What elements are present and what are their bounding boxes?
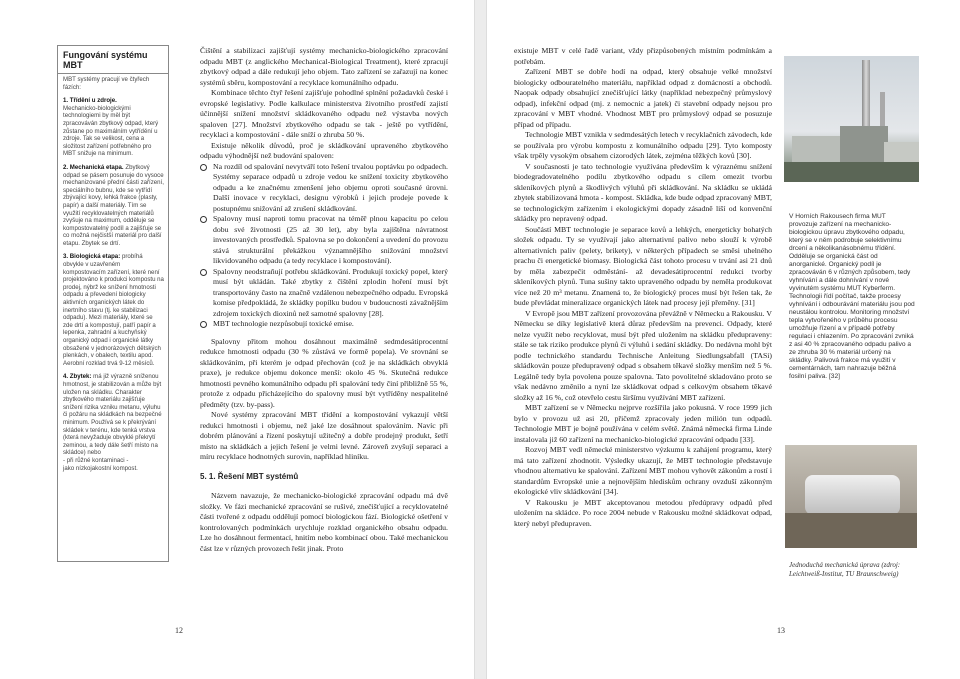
left-main-column bbox=[200, 46, 448, 554]
bullet-circle-icon bbox=[200, 269, 207, 276]
list-item: Spalovny neodstraňují potřebu skládkování. Produkují toxický popel, který musí být ukládán. Také zbytky z čištění zplodin hoření musí být transportovány často na značně vzdálenou nebezpečného odpadu. Evropská komise předpokládá, že skládky popílku budou v budoucnosti závažnějším zdrojem toxických dioxinů než samotné spalovny [28]. bbox=[200, 267, 448, 320]
right-paragraph-8: Rozvoj MBT vedl německé ministerstvo výzkumu k zahájení programu, který má tato zařízení zhodnotit. Výsledky ukazují, že MBT technologie představuje vhodnou alternativu ke spalování. Zařízení MBT mohou vyhovět zákonům a rostí i standardům Evropské unie a nejnovějším hlediskům ochrany ovzduší zákonným ekologické vliv skládkování [34]. bbox=[514, 445, 772, 496]
phase-3-text: probíhá obvykle v uzavřeném kompostovacím zařízení, které není projektováno k produkci kompostu na prodej, nýbrž ke snížení hmotnosti odpadu a převedení biologicky aktivních organických látek do inertního stavu (tj. ke stabilizaci odpadu). Mezi materiály, které se zde drtí a kompostují, patří papír a lepenka, zahradní a kuchyňský organický odpad i organické látky obsažené v jednorázových dětských plenkách, v obalech, textilu apod. Aerobní rozklad trvá 9-12 měsíců. bbox=[63, 253, 164, 367]
photo-caption: Jednoduchá mechanická úprava (zdroj: Leichtweiß-Institut, TU Braunschweig) bbox=[789, 561, 901, 578]
page-gutter bbox=[474, 0, 486, 679]
section-heading: 5. 1. Řešení MBT systémů bbox=[200, 471, 299, 481]
waste-heap-shape bbox=[785, 513, 917, 548]
phase-2-heading: 2. Mechanická etapa. bbox=[63, 163, 124, 171]
sidebar-phase-2 bbox=[63, 164, 164, 248]
building-shape bbox=[840, 126, 888, 164]
building-shape bbox=[884, 142, 919, 164]
phase-1-text: Mechanicko-biologickými technologiemi by měl být zpracováván zbytkový odpad, který zůstane po maximálním vytřídění u zdroje. Tak se velikost, cena a složitost zařízení potřebného pro MBT snižuje na minimum. bbox=[63, 104, 159, 158]
right-paragraph-3: Technologie MBT vznikla v sedmdesátých letech v recyklačních závodech, kde se používala pro výrobu kompostu z komunálního odpadu [29]. Tyto komposty však trpěly vysokým obsahem cizorodých látek, zejména těžkých kovů [30]. bbox=[514, 130, 772, 160]
sidebar-box bbox=[57, 45, 169, 562]
bullet-circle-icon bbox=[200, 216, 207, 223]
right-paragraph-6: V Evropě jsou MBT zařízení provozována převážně v Německu a Rakousku. V Německu se díky legislativě která důraz především na prevenci. Odpady, které nelze využít nebo recyklovat, musí být před uložením na skládku předupraveny: stále se tak riziko produkce plynů či výluhů i sedání skládky. Do nedávna mohl být podle technického standardu Technische Anleitung Siedlungsabfall (TASi) skládkován pouze předupravený odpad s obsahem těkavé složky menším než 5 %. Legálně tedy byla povolena pouze spalovna. Tato povolitelné skladováno proto se však nedávno změnilo a nyní lze skládkovat odpad s celkovým obsahem těkavé složky až 16 %, což otevřelo cestu širšímu využívání MBT zařízení. bbox=[514, 308, 772, 402]
drum-shape bbox=[805, 475, 900, 515]
phase-4-text: má již výrazně sníženou hmotnost, je stabilizován a může být uložen na skládku. Charakter zbytkového materiálu zajišťuje snížení rizika vzniku metanu, výluhu či požáru na skládkách na bezpečné minimum. Používá se k překrývání skládek v terénu, kde tenká vrstva (která nevyžaduje obvyklé překrytí zeminou, a tedy dále šetří místo na skládce) nebo bbox=[63, 373, 162, 457]
left-page bbox=[0, 0, 475, 679]
phase-4-heading: 4. Zbytek: bbox=[63, 373, 92, 381]
left-paragraph-4: Spalovny přitom mohou dosáhnout maximálně sedmdesátiprocentní redukce hmotnosti odpadu (30 % zůstává ve formě popela). Ve srovnání se skládkováním, při kterém je odpad přechován (což je na skládkách obvyklá praxe), je redukce objemu dokonce menší: okolo 45 %. Skutečná redukce hmotnosti pevného komunálního odpadu při spalování tedy činí přibližně 55 %, protože z odpadu přicházejícího do spalovny musí být vytříděny nespalitelné předměty (tzv. by-pass). bbox=[200, 336, 448, 409]
right-paragraph-1: existuje MBT v celé řadě variant, vždy přizpůsobených místním podmínkám a potřebám. bbox=[514, 46, 772, 66]
bullet-circle-icon bbox=[200, 164, 207, 171]
right-main-column bbox=[514, 46, 772, 529]
page-number-right: 13 bbox=[777, 626, 785, 635]
left-paragraph-1: Čištění a stabilizaci zajišťují systémy mechanicko-biologického zpracování odpadu MBT (z anglického Mechanical-Biological Treatment), které zpracují zbytkový odpad a dále redukují jeho objem. Tato zařízení se zařazují na konec systémů sběru, kompostování a recyklace komunálního odpadu. bbox=[200, 46, 448, 87]
left-paragraph-3: Existuje několik důvodů, proč je skládkování upraveného zbytkového odpadu výhodnější než budování spaloven: bbox=[200, 140, 448, 160]
sidebar-phase-1 bbox=[63, 97, 164, 158]
power-plant-photo bbox=[784, 56, 919, 182]
phase-1-heading: 1. Třídění u zdroje. bbox=[63, 97, 117, 105]
list-item: Spalovny musí naproti tomu pracovat na téměř plnou kapacitu po celou dobu své životnosti (25 až 30 let), aby byla zajištěna návratnost investovaných prostředků. Spalovna se po dokončení a uvedení do provozu stává strukturální překážkou významnějšího snižování množství likvidovaného odpadu (a tedy recyklace i kompostování). bbox=[200, 214, 448, 267]
phase-3-heading: 3. Biologická etapa: bbox=[63, 253, 121, 261]
right-paragraph-2: Zařízení MBT se dobře hodí na odpad, který obsahuje velké množství biologicky odbouratelného materiálu, například odpad z domácností a obchodů. Naopak odpady obsahující znečišťující látky (například nebezpečný průmyslový odpad), infekční odpad (mj. z nemocnic a jatek) či stavební odpady nejsou pro zpracování v MBT vhodné. Vhodnost MBT pro průmyslový odpad se posuzuje případ od případu. bbox=[514, 67, 772, 129]
sidebar-body bbox=[58, 74, 168, 472]
bullet-circle-icon bbox=[200, 321, 207, 328]
left-paragraph-2: Kombinace těchto čtyř řešení zajišťuje pohodlné splnění požadavků české i evropské legislativy. Podle kalkulace ministerstva životního prostředí zajistí účinnější snížení množství skládkovaného odpadu než výstavba nových spaloven [27]. Množství zbytkového odpadu se tak - ještě po vytřídění, recyklaci a kompostování - dále sníží o zhruba 50 %. bbox=[200, 88, 448, 139]
phase-4-dash-1: - při růžné kontaminaci - bbox=[63, 456, 129, 464]
ground-shape bbox=[784, 162, 919, 182]
right-paragraph-9: V Rakousku je MBT akceptovanou metodou předúpravy odpadů před uložením na skládce. Po roce 2004 nebude v Rakousku možné skládkovat odpad, který nebyl předupraven. bbox=[514, 497, 772, 528]
sidebar-intro: MBT systémy pracují ve čtyřech fázích: bbox=[63, 76, 150, 91]
right-paragraph-4: V současnosti je tato technologie využívána především k výraznému snížení biodegradovatelného podílu zbytkového odpadu s cílem omezit tvorbu skleníkových plynů a škodlivých výluhů při skládkování. Na skládku se ukládá zbytek stabilizovaná hmota - kompost. Skládka, kde bude odpad zpracovaný MBT, se technologickým zařízením i ekologickými dopady zásadně liší od konvenční skládky pro nepravený odpad. bbox=[514, 161, 772, 223]
sidebar-title: Fungování systému MBT bbox=[58, 46, 168, 74]
sidebar-phase-4 bbox=[63, 373, 164, 472]
advantages-list bbox=[200, 162, 448, 330]
phase-4-dash-2: jako nízkojakostní kompost. bbox=[63, 464, 138, 472]
list-item: MBT technologie nezpůsobují toxické emise. bbox=[200, 319, 448, 330]
side-note: V Horních Rakousech firma MUT provozuje zařízení na mechanicko-biologickou úpravu zbytkového odpadu, který se v něm podrobuje selektivnímu drcení a několikanásobnému třídění. Odděluje se organická část od anorganické. Organický podíl je zpracováván 6 v různých způsobem, tedy vyhnívání a dále dohnívání v nové vyvinutém systému MUT Kyberferm. Technologii řídí počítač, takže procesy vyhnívání i odbourávání materiálu jsou pod neustálou kontrolou. Monitoring množství tepla vytvořeného v průběhu procesu umožňuje řízení a v případě potřeby regulaci i chlazením. Po zpracování zvniká z asi 40 % zpracovaného odpadu palivo a ze zhruba 30 % materiál určený na skládky. Palivová frakce má využití v cementárnách, tam nahrazuje běžná fosilní paliva. [32] bbox=[789, 213, 915, 380]
phase-2-text: Zbytkový odpad se pásem posunuje do vysoce mechanizované přední části zařízení, speciálního bubnu, kde se vytřídí zbývající kovy, lehká frakce (plasty, papír) a další materiály. Tím se využití recyklovatelných materiálů zvyšuje na maximum, odděluje se kompostovatelný podíl a zajišťuje se co možná nejčistší materiál pro další etapu. Zbytek se drtí. bbox=[63, 163, 164, 247]
left-paragraph-6: Názvem navazuje, že mechanicko-biologické zpracování odpadu má dvě složky. Ve fázi mechanické zpracování se rušivé, znečišťující a recyklovatelné části tvořené z odpadu oddělují pomocí biologickou fází. Biologické ošetření v kontrolovaných podmínkách urychluje rozklad organického obsahu odpadu. Lze ho dosáhnout fermentací, hnitím nebo kombinací obou. Také mechanickou část lze v různých provozech řešit jinak. Proto bbox=[200, 491, 448, 553]
right-paragraph-7: MBT zařízení se v Německu nejprve rozšířila jako pokusná. V roce 1999 jich bylo v provozu už asi 20, přičemž zpracovaly jeden milión tun odpadů. Technologie MBT je bojně používána v celém světě. Známá německá firma Linde instalovala již 60 zařízení na mechanicko-biologické zpracování odpadu [33]. bbox=[514, 403, 772, 444]
sidebar-phase-3 bbox=[63, 253, 164, 367]
page-number-left: 12 bbox=[175, 626, 183, 635]
left-paragraph-5: Nové systémy zpracování MBT třídění a kompostování vykazují větší redukci hmotnosti i objemu, než jaké lze dosáhnout spalováním. Navíc při dobrém plánování a řízení poskytují užitečný a dobře prodejný produkt, šetří místo na skládkách a jejich řešení je velmi levné. Zároveň zvyšují separaci a míru recyklace hodnotných surovin, například hliníku. bbox=[200, 410, 448, 461]
mechanical-treatment-photo bbox=[785, 445, 917, 548]
list-item: Na rozdíl od spalování nevytváří toto řešení trvalou poptávku po odpadech. Systémy separace odpadů u zdroje vedou ke snížení toxicity zbytkového odpadu a ke značnému zmenšení jeho objemu oproti současné úrovni. Další inovace v recyklaci, designu výrobků i jejich prodeje povede k postupnému snižování až zrušení skládkování. bbox=[200, 162, 448, 215]
right-paragraph-5: Součástí MBT technologie je separace kovů a lehkých, energeticky bohatých složek odpadu. Ty se využívají jako alternativní palivo nebo slouží k výrobě alternativních paliv (pelety, brikety), v některých případech se směsi uhelného prachu či energetické biomasy. Biologická část tohoto procesu v trvání asi 21 dnů by měla zabezpečit odměstání- až devadesátiprocentní redukci tvorby skleníkových plynů. Tuna sušiny takto upraveného odpadu by neměla produkovat více než 20 m³ metanu. Znamená to, že biologický proces musí být řešen tak, že bude převládat mineralizace organických látek nad procesy její přeměny. [31] bbox=[514, 224, 772, 307]
